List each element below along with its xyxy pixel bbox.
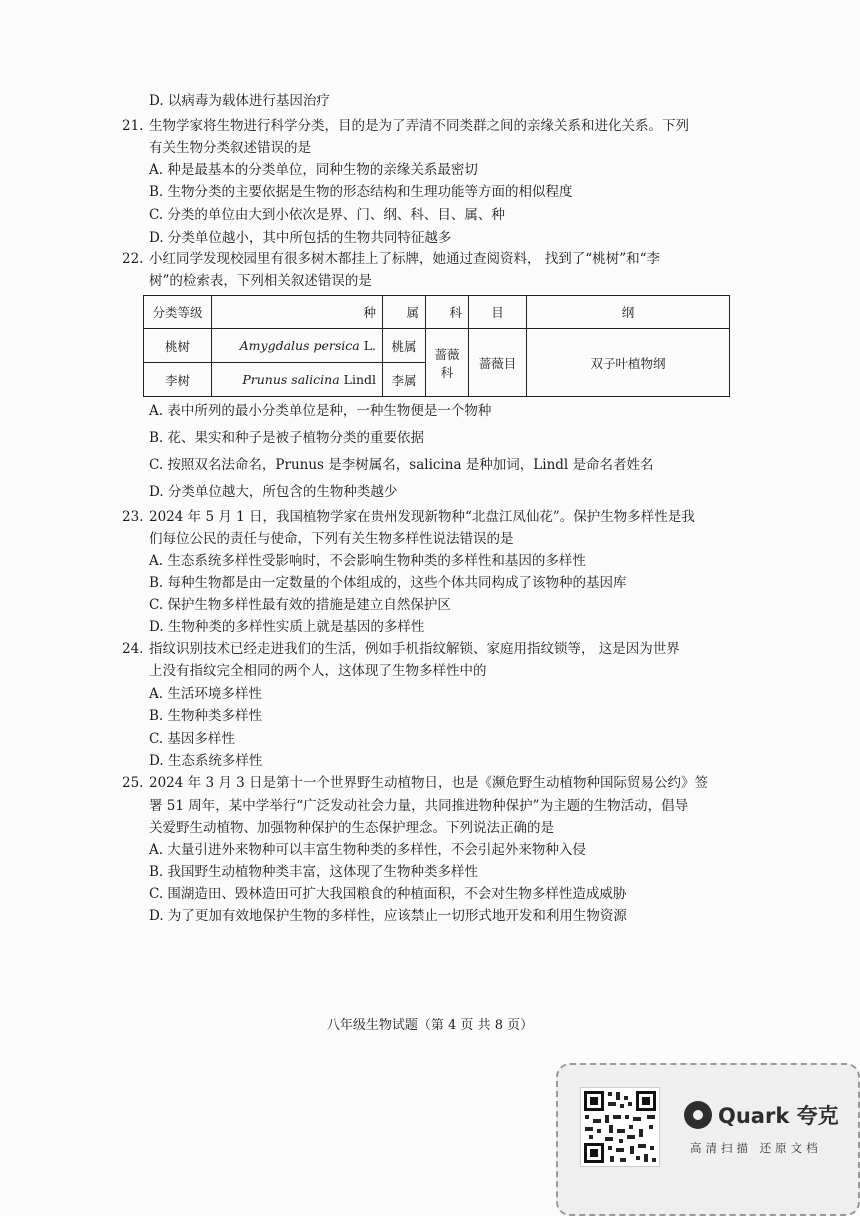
q24-stem-line2: 上没有指纹完全相同的两个人，这体现了生物多样性中的 <box>149 663 487 679</box>
quark-slogan: 高清扫描 还原文档 <box>690 1141 822 1155</box>
shared-class: 双子叶植物纲 <box>527 329 730 397</box>
row-plum-species <box>212 363 383 397</box>
q21-option-a: A. 种是最基本的分类单位，同种生物的亲缘关系最密切 <box>149 162 478 178</box>
header-order: 目 <box>469 296 527 329</box>
row-peach-genus: 桃属 <box>383 329 426 363</box>
q24-number: 24. <box>122 641 144 657</box>
row-peach-name: 桃树 <box>144 329 212 363</box>
q25-stem-line1: 2024 年 3 月 3 日是第十一个世界野生动植物日，也是《濒危野生动植物种国际贸易公约》签 <box>149 775 708 791</box>
q23-option-a: A. 生态系统多样性受影响时，不会影响生物种类的多样性和基因的多样性 <box>149 553 586 569</box>
row-plum-name: 李树 <box>144 363 212 397</box>
q24-option-a: A. 生活环境多样性 <box>149 686 262 702</box>
q25-option-d: D. 为了更加有效地保护生物的多样性，应该禁止一切形式地开发和利用生物资源 <box>149 908 627 924</box>
q22-stem-line1: 小红同学发现校园里有很多树木都挂上了标牌，她通过查阅资料， 找到了“桃树”和“李 <box>149 251 660 267</box>
q23-option-c: C. 保护生物多样性最有效的措施是建立自然保护区 <box>149 597 451 613</box>
q24-option-b: B. 生物种类多样性 <box>149 708 263 724</box>
q21-option-d: D. 分类单位越小，其中所包括的生物共同特征越多 <box>149 230 452 246</box>
q23-option-d: D. 生物种类的多样性实质上就是基因的多样性 <box>149 619 425 635</box>
q24-option-c: C. 基因多样性 <box>149 731 235 747</box>
q22-option-c: C. 按照双名法命名，Prunus 是李树属名，salicina 是种加词，Lindl 是命名者姓名 <box>149 457 654 473</box>
q25-option-b: B. 我国野生动植物种类丰富，这体现了生物种类多样性 <box>149 864 479 880</box>
shared-order: 蔷薇目 <box>469 329 527 397</box>
shared-family: 蔷薇科 <box>426 329 469 397</box>
quark-brand <box>684 1100 839 1130</box>
quark-logo-icon <box>684 1101 712 1129</box>
q23-number: 23. <box>122 509 144 525</box>
q22-number: 22. <box>122 251 144 267</box>
q23-stem-line2: 们每位公民的责任与使命，下列有关生物多样性说法错误的是 <box>149 531 514 547</box>
q25-option-c: C. 围湖造田、毁林造田可扩大我国粮食的种植面积，不会对生物多样性造成威胁 <box>149 886 627 902</box>
q21-number: 21. <box>122 118 144 134</box>
q25-stem-line2: 署 51 周年，某中学举行“广泛发动社会力量，共同推进物种保护”为主题的生物活动，倡导 <box>149 798 689 814</box>
q22-option-b: B. 花、果实和种子是被子植物分类的重要依据 <box>149 430 425 446</box>
peach-species-author: L. <box>363 338 376 353</box>
q24-option-d: D. 生态系统多样性 <box>149 753 263 769</box>
q23-stem-line1: 2024 年 5 月 1 日，我国植物学家在贵州发现新物种“北盘江凤仙花”。保护生物多样性是我 <box>149 509 695 525</box>
q25-stem-line3: 关爱野生动植物、加强物种保护的生态保护理念。下列说法正确的是 <box>149 820 554 836</box>
table-row <box>144 329 730 363</box>
table-header-row <box>144 296 730 329</box>
q22-option-a: A. 表中所列的最小分类单位是种，一种生物便是一个物种 <box>149 403 492 419</box>
header-class: 纲 <box>527 296 730 329</box>
q24-stem-line1: 指纹识别技术已经走进我们的生活，例如手机指纹解锁、家庭用指纹锁等， 这是因为世界 <box>149 641 680 657</box>
header-rank: 分类等级 <box>144 296 212 329</box>
quark-brand-text: Quark 夸克 <box>718 1104 839 1128</box>
page-footer: 八年级生物试题（第 4 页 共 8 页） <box>326 1018 534 1033</box>
q25-option-a: A. 大量引进外来物种可以丰富生物种类的多样性，不会引起外来物种入侵 <box>149 842 586 858</box>
q20-option-d: D. 以病毒为载体进行基因治疗 <box>149 93 330 109</box>
q21-stem-line1: 生物学家将生物进行科学分类，目的是为了弄清不同类群之间的亲缘关系和进化关系。下列 <box>149 118 689 134</box>
plum-species-author: Lindl <box>343 372 376 387</box>
q22-stem-line2: 树”的检索表，下列相关叙述错误的是 <box>149 273 372 289</box>
header-species: 种 <box>212 296 383 329</box>
q22-option-d: D. 分类单位越大，所包含的生物种类越少 <box>149 484 398 500</box>
q23-option-b: B. 每种生物都是由一定数量的个体组成的，这些个体共同构成了该物种的基因库 <box>149 575 627 591</box>
q21-option-b: B. 生物分类的主要依据是生物的形态结构和生理功能等方面的相似程度 <box>149 184 573 200</box>
classification-table <box>143 295 730 397</box>
header-family: 科 <box>426 296 469 329</box>
q21-option-c: C. 分类的单位由大到小依次是界、门、纲、科、目、属、种 <box>149 207 505 223</box>
q21-stem-line2: 有关生物分类叙述错误的是 <box>149 140 311 156</box>
row-plum-genus: 李属 <box>383 363 426 397</box>
header-genus: 属 <box>383 296 426 329</box>
row-peach-species <box>212 329 383 363</box>
qr-code-icon <box>580 1087 660 1167</box>
plum-species-latin: Prunus salicina <box>242 372 340 387</box>
peach-species-latin: Amygdalus persica <box>239 338 360 353</box>
quark-watermark <box>556 1063 860 1216</box>
q25-number: 25. <box>122 775 144 791</box>
